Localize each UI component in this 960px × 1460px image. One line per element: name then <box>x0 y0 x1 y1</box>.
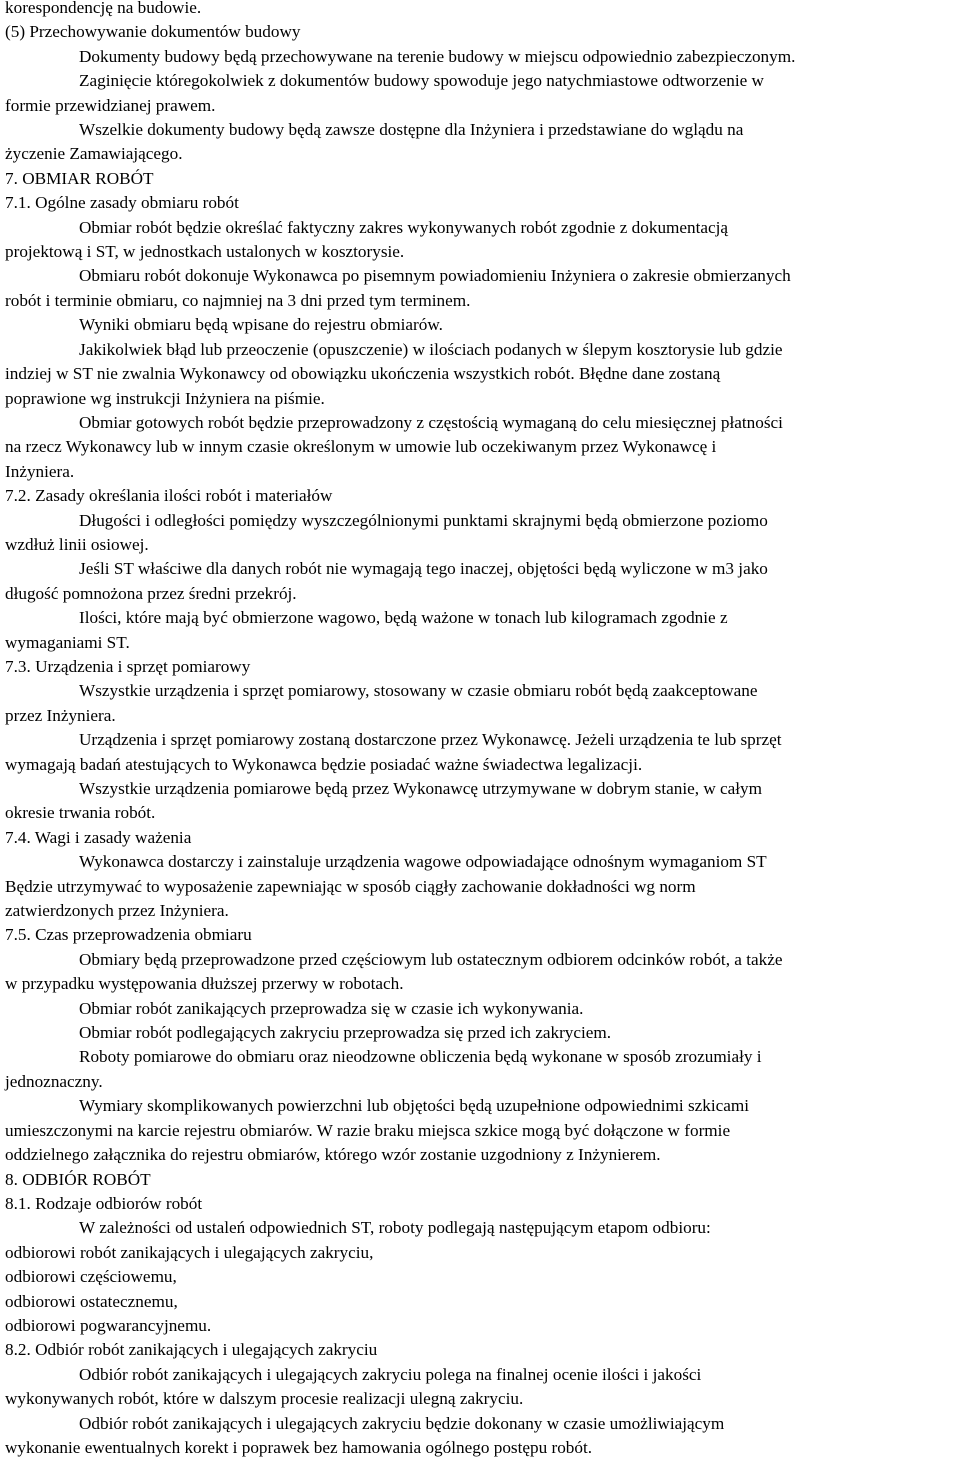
text-line: Będzie utrzymywać to wyposażenie zapewniając w sposób ciągły zachowanie dokładności wg norm <box>5 876 696 896</box>
text-line: Zaginięcie któregokolwiek z dokumentów budowy spowoduje jego natychmiastowe odtworzenie w <box>79 71 764 91</box>
text-line: Inżyniera. <box>5 461 75 481</box>
text-line: Wymiary skomplikowanych powierzchni lub objętości będą uzupełnione odpowiednimi szkicami <box>79 1096 750 1116</box>
text-line: odbiorowi częściowemu, <box>5 1267 177 1287</box>
text-line: 7. OBMIAR ROBÓT <box>5 168 154 188</box>
text-line: 7.2. Zasady określania ilości robót i materiałów <box>5 486 333 506</box>
text-line: długość pomnożona przez średni przekrój. <box>5 583 297 603</box>
text-line: Jeśli ST właściwe dla danych robót nie wymagają tego inaczej, objętości będą wyliczone w m3 jako <box>79 559 768 579</box>
text-line: (5) Przechowywanie dokumentów budowy <box>5 22 301 42</box>
text-line: Obmiar robót będzie określać faktyczny zakres wykonywanych robót zgodnie z dokumentacją <box>79 217 729 237</box>
text-line: życzenie Zamawiającego. <box>5 144 183 164</box>
text-line: przez Inżyniera. <box>5 705 116 725</box>
text-line: wymaganiami ST. <box>5 632 130 652</box>
text-line: w przypadku występowania dłuższej przerwy w robotach. <box>5 974 404 994</box>
text-line: okresie trwania robót. <box>5 803 156 823</box>
text-line: Obmiar robót podlegających zakryciu przeprowadza się przed ich zakryciem. <box>79 1023 612 1043</box>
text-line: Obmiar robót zanikających przeprowadza się w czasie ich wykonywania. <box>79 998 584 1018</box>
text-line: oddzielnego załącznika do rejestru obmiarów, którego wzór zostanie uzgodniony z Inżynierem. <box>5 1145 661 1165</box>
text-line: Obmiaru robót dokonuje Wykonawca po pisemnym powiadomieniu Inżyniera o zakresie obmierzanych <box>79 266 791 286</box>
text-line: formie przewidzianej prawem. <box>5 95 216 115</box>
text-line: zatwierdzonych przez Inżyniera. <box>5 901 229 921</box>
text-line: 8. ODBIÓR ROBÓT <box>5 1169 151 1189</box>
text-line: Roboty pomiarowe do obmiaru oraz nieodzowne obliczenia będą wykonane w sposób zrozumiały i <box>79 1047 762 1067</box>
text-line: wzdłuż linii osiowej. <box>5 534 149 554</box>
text-line: Wykonawca dostarczy i zainstaluje urządzenia wagowe odpowiadające odnośnym wymaganiom ST <box>79 852 767 872</box>
text-line: poprawione wg instrukcji Inżyniera na piśmie. <box>5 388 325 408</box>
text-line: Jakikolwiek błąd lub przeoczenie (opuszczenie) w ilościach podanych w ślepym kosztorysie lub gdzie <box>79 339 783 359</box>
text-line: Wszystkie urządzenia pomiarowe będą przez Wykonawcę utrzymywane w dobrym stanie, w całym <box>79 779 763 798</box>
text-line: odbiorowi pogwarancyjnemu. <box>5 1315 212 1335</box>
text-line: Obmiar gotowych robót będzie przeprowadzony z częstością wymaganą do celu miesięcznej płatności <box>79 412 783 432</box>
text-line: Urządzenia i sprzęt pomiarowy zostaną dostarczone przez Wykonawcę. Jeżeli urządzenia te lub sprzęt <box>79 730 782 750</box>
text-line: indziej w ST nie zwalnia Wykonawcy od obowiązku ukończenia wszystkich robót. Błędne dane zostaną <box>5 364 721 384</box>
text-line: robót i terminie obmiaru, co najmniej na 3 dni przed tym terminem. <box>5 290 471 310</box>
text-line: W zależności od ustaleń odpowiednich ST, roboty podlegają następującym etapom odbioru: <box>79 1218 711 1238</box>
text-line: Odbiór robót zanikających i ulegających zakryciu będzie dokonany w czasie umożliwiającym <box>79 1413 725 1433</box>
text-line: Odbiór robót zanikających i ulegających zakryciu polega na finalnej ocenie ilości i jakości <box>79 1364 702 1384</box>
text-line: umieszczonymi na karcie rejestru obmiarów. W razie braku miejsca szkice mogą być dołączone w formie <box>5 1120 731 1140</box>
text-line: 8.2. Odbiór robót zanikających i ulegających zakryciu <box>5 1340 378 1360</box>
text-line: 7.1. Ogólne zasady obmiaru robót <box>5 193 239 213</box>
text-line: 7.4. Wagi i zasady ważenia <box>5 827 192 847</box>
text-line: 8.1. Rodzaje odbiorów robót <box>5 1193 203 1213</box>
text-line: 7.5. Czas przeprowadzenia obmiaru <box>5 925 252 945</box>
text-line: Wszystkie urządzenia i sprzęt pomiarowy, stosowany w czasie obmiaru robót będą zaakceptowane <box>79 681 758 701</box>
text-line: Wyniki obmiaru będą wpisane do rejestru obmiarów. <box>79 315 443 335</box>
text-line: Ilości, które mają być obmierzone wagowo, będą ważone w tonach lub kilogramach zgodnie z <box>79 608 728 628</box>
text-line: Obmiary będą przeprowadzone przed częściowym lub ostatecznym odbiorem odcinków robót, a także <box>79 949 783 969</box>
text-line: korespondencję na budowie. <box>5 0 202 17</box>
text-line: odbiorowi ostatecznemu, <box>5 1291 178 1311</box>
text-line: jednoznaczny. <box>5 1071 103 1091</box>
text-line: 7.3. Urządzenia i sprzęt pomiarowy <box>5 656 251 676</box>
text-line: wykonanie ewentualnych korekt i poprawek bez hamowania ogólnego postępu robót. <box>5 1437 593 1457</box>
text-line: projektową i ST, w jednostkach ustalonych w kosztorysie. <box>5 242 405 262</box>
text-line: wykonywanych robót, które w dalszym procesie realizacji ulegną zakryciu. <box>5 1389 524 1409</box>
text-line: Wszelkie dokumenty budowy będą zawsze dostępne dla Inżyniera i przedstawiane do wglądu na <box>79 120 744 140</box>
document-body <box>5 0 955 1460</box>
text-line: odbiorowi robót zanikających i ulegających zakryciu, <box>5 1242 374 1262</box>
text-line: Dokumenty budowy będą przechowywane na terenie budowy w miejscu odpowiednio zabezpieczonym. <box>79 46 796 66</box>
text-line: wymagają badań atestujących to Wykonawca będzie posiadać ważne świadectwa legalizacji. <box>5 754 643 774</box>
text-line: Długości i odległości pomiędzy wyszczególnionymi punktami skrajnymi będą obmierzone poziomo <box>79 510 768 530</box>
text-line: na rzecz Wykonawcy lub w innym czasie określonym w umowie lub oczekiwanym przez Wykonawcę i <box>5 437 717 457</box>
